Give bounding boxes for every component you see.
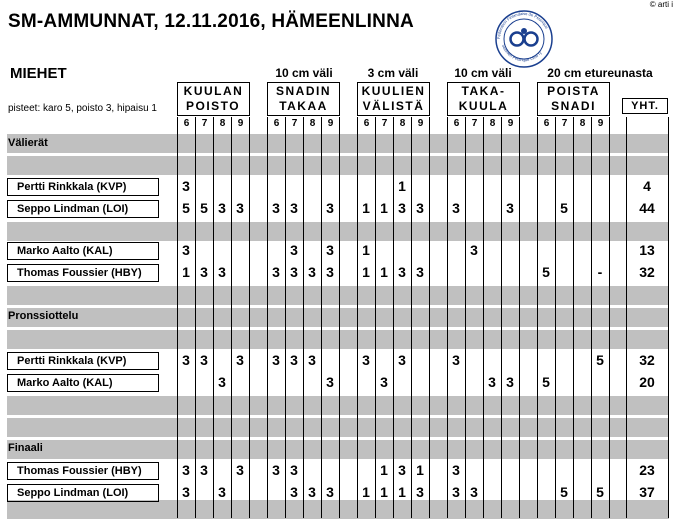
total-score: 20 xyxy=(639,374,655,390)
player-name: Marko Aalto (KAL) xyxy=(7,374,159,392)
score-cell: 1 xyxy=(362,200,370,216)
grid-line xyxy=(519,117,520,518)
column-number: 6 xyxy=(357,117,375,131)
discipline-header-kuulan-poisto xyxy=(177,82,250,116)
section-label: Välierät xyxy=(8,137,48,149)
distance-label-2: 3 cm väli xyxy=(367,66,419,80)
column-number: 8 xyxy=(573,117,591,131)
score-cell: 5 xyxy=(200,200,208,216)
score-cell: 3 xyxy=(236,200,244,216)
row-band xyxy=(7,134,669,153)
column-number: 6 xyxy=(267,117,285,131)
score-cell: 3 xyxy=(200,352,208,368)
grid-line xyxy=(668,117,669,518)
score-cell: 3 xyxy=(290,484,298,500)
score-cell: 3 xyxy=(290,352,298,368)
score-cell: 3 xyxy=(218,264,226,280)
discipline-line2: TAKAA xyxy=(279,99,328,113)
score-cell: 3 xyxy=(398,352,406,368)
score-cell: 3 xyxy=(290,462,298,478)
player-name: Seppo Lindman (LOI) xyxy=(7,200,159,218)
points-note: pisteet: karo 5, poisto 3, hipaisu 1 xyxy=(8,103,157,114)
score-cell: 3 xyxy=(236,462,244,478)
score-cell: 3 xyxy=(380,374,388,390)
player-name: Pertti Rinkkala (KVP) xyxy=(7,352,159,370)
score-cell: 5 xyxy=(542,264,550,280)
score-cell: 3 xyxy=(272,264,280,280)
score-cell: 3 xyxy=(182,178,190,194)
score-cell: 3 xyxy=(326,264,334,280)
score-cell: 3 xyxy=(272,200,280,216)
category-label: MIEHET xyxy=(10,65,67,82)
score-cell: 3 xyxy=(362,352,370,368)
grid-line xyxy=(429,117,430,518)
score-cell: 3 xyxy=(452,462,460,478)
discipline-line2: SNADI xyxy=(551,99,596,113)
row-band xyxy=(7,500,669,519)
score-cell: 3 xyxy=(452,352,460,368)
column-number: 7 xyxy=(285,117,303,131)
grid-line xyxy=(537,117,538,518)
grid-line xyxy=(609,117,610,518)
column-number: 9 xyxy=(321,117,339,131)
column-number: 6 xyxy=(447,117,465,131)
grid-line xyxy=(411,117,412,518)
score-cell: 3 xyxy=(326,484,334,500)
distance-label-4: 20 cm etureunasta xyxy=(547,66,653,80)
score-cell: 1 xyxy=(416,462,424,478)
discipline-header-takakuula xyxy=(447,82,520,116)
score-cell: 3 xyxy=(398,264,406,280)
score-cell: 3 xyxy=(470,484,478,500)
column-number: 8 xyxy=(483,117,501,131)
player-name: Seppo Lindman (LOI) xyxy=(7,484,159,502)
grid-line xyxy=(465,117,466,518)
column-number: 9 xyxy=(411,117,429,131)
distance-label-3: 10 cm väli xyxy=(454,66,512,80)
score-cell: 3 xyxy=(416,200,424,216)
discipline-line1: POISTA xyxy=(547,84,600,98)
score-cell: 3 xyxy=(200,462,208,478)
grid-line xyxy=(483,117,484,518)
column-number: 8 xyxy=(303,117,321,131)
grid-line xyxy=(573,117,574,518)
score-cell: 5 xyxy=(596,352,604,368)
player-name: Marko Aalto (KAL) xyxy=(7,242,159,260)
discipline-line1: KUULIEN xyxy=(361,84,426,98)
column-number: 6 xyxy=(177,117,195,131)
discipline-header-snadin-takaa xyxy=(267,82,340,116)
score-cell: 3 xyxy=(272,462,280,478)
row-band xyxy=(7,418,669,437)
section-label: Pronssiottelu xyxy=(8,310,79,322)
score-cell: 3 xyxy=(182,242,190,258)
grid-line xyxy=(591,117,592,518)
score-cell: 3 xyxy=(506,374,514,390)
page-title: SM-AMMUNNAT, 12.11.2016, HÄMEENLINNA xyxy=(8,11,414,32)
section-label: Finaali xyxy=(8,442,43,454)
score-cell: 3 xyxy=(200,264,208,280)
discipline-line2: KUULA xyxy=(458,99,509,113)
discipline-header-poista-snadi xyxy=(537,82,610,116)
row-band xyxy=(7,222,669,241)
grid-line xyxy=(321,117,322,518)
score-cell: 1 xyxy=(380,264,388,280)
row-band xyxy=(7,156,669,175)
score-cell: 1 xyxy=(398,484,406,500)
score-cell: 1 xyxy=(380,200,388,216)
score-cell: 5 xyxy=(560,484,568,500)
row-band xyxy=(7,396,669,415)
column-number: 7 xyxy=(465,117,483,131)
grid-line xyxy=(555,117,556,518)
discipline-line1: TAKA- xyxy=(461,84,506,98)
score-cell: 3 xyxy=(398,200,406,216)
grid-line xyxy=(375,117,376,518)
svg-text:Fédération Finlandaise de Péta: Fédération Finlandaise de Pétanque xyxy=(495,10,550,40)
score-cell: 3 xyxy=(326,242,334,258)
grid-line xyxy=(357,117,358,518)
score-cell: 3 xyxy=(452,200,460,216)
grid-line xyxy=(501,117,502,518)
score-cell: 3 xyxy=(290,242,298,258)
score-cell: 1 xyxy=(362,264,370,280)
score-cell: 3 xyxy=(506,200,514,216)
total-score: 37 xyxy=(639,484,655,500)
score-cell: 1 xyxy=(182,264,190,280)
score-cell: 3 xyxy=(272,352,280,368)
score-cell: 3 xyxy=(326,374,334,390)
discipline-line1: KUULAN xyxy=(183,84,244,98)
score-cell: 1 xyxy=(380,484,388,500)
grid-line xyxy=(447,117,448,518)
discipline-line1: SNADIN xyxy=(275,84,331,98)
copyright-note: © arti i xyxy=(649,0,673,9)
score-cell: 1 xyxy=(362,484,370,500)
total-score: 32 xyxy=(639,352,655,368)
score-cell: 3 xyxy=(398,462,406,478)
total-score: 44 xyxy=(639,200,655,216)
federation-logo xyxy=(490,9,558,69)
total-header: YHT. xyxy=(622,98,668,114)
total-score: 13 xyxy=(639,242,655,258)
score-cell: 3 xyxy=(416,484,424,500)
logo-text: Suomen Petanque Liitto ry xyxy=(501,43,543,63)
score-cell: 3 xyxy=(416,264,424,280)
grid-line xyxy=(213,117,214,518)
score-cell: 3 xyxy=(236,352,244,368)
score-cell: 1 xyxy=(398,178,406,194)
score-cell: 3 xyxy=(488,374,496,390)
score-cell: 3 xyxy=(218,484,226,500)
distance-label-1: 10 cm väli xyxy=(275,66,333,80)
column-number: 9 xyxy=(231,117,249,131)
grid-line xyxy=(285,117,286,518)
total-score: 4 xyxy=(643,178,651,194)
total-score: 32 xyxy=(639,264,655,280)
player-name: Thomas Foussier (HBY) xyxy=(7,264,159,282)
score-cell: 5 xyxy=(542,374,550,390)
score-cell: 5 xyxy=(596,484,604,500)
score-cell: 3 xyxy=(290,264,298,280)
grid-line xyxy=(303,117,304,518)
score-cell: 3 xyxy=(290,200,298,216)
score-cell: 3 xyxy=(308,352,316,368)
column-number: 8 xyxy=(393,117,411,131)
score-cell: 3 xyxy=(326,200,334,216)
score-cell: 3 xyxy=(308,484,316,500)
grid-line xyxy=(249,117,250,518)
score-cell: - xyxy=(597,264,603,280)
score-cell: 1 xyxy=(362,242,370,258)
score-cell: 5 xyxy=(182,200,190,216)
score-cell: 3 xyxy=(218,200,226,216)
row-band xyxy=(7,440,669,459)
grid-line xyxy=(195,117,196,518)
score-cell: 3 xyxy=(182,484,190,500)
player-name: Pertti Rinkkala (KVP) xyxy=(7,178,159,196)
row-band xyxy=(7,330,669,349)
discipline-header-kuulien-valista xyxy=(357,82,430,116)
score-cell: 3 xyxy=(470,242,478,258)
score-cell: 3 xyxy=(182,462,190,478)
score-cell: 1 xyxy=(380,462,388,478)
score-cell: 3 xyxy=(452,484,460,500)
column-number: 6 xyxy=(537,117,555,131)
score-cell: 5 xyxy=(560,200,568,216)
column-number: 9 xyxy=(501,117,519,131)
player-name: Thomas Foussier (HBY) xyxy=(7,462,159,480)
row-band xyxy=(7,308,669,327)
grid-line xyxy=(267,117,268,518)
column-number: 7 xyxy=(195,117,213,131)
column-number: 8 xyxy=(213,117,231,131)
score-cell: 3 xyxy=(182,352,190,368)
score-cell: 3 xyxy=(218,374,226,390)
column-number: 9 xyxy=(591,117,609,131)
column-number: 7 xyxy=(375,117,393,131)
total-score: 23 xyxy=(639,462,655,478)
discipline-line2: VÄLISTÄ xyxy=(362,99,425,113)
grid-line xyxy=(231,117,232,518)
discipline-line2: POISTO xyxy=(186,99,241,113)
score-cell: 3 xyxy=(308,264,316,280)
column-number: 7 xyxy=(555,117,573,131)
grid-line xyxy=(339,117,340,518)
row-band xyxy=(7,286,669,305)
